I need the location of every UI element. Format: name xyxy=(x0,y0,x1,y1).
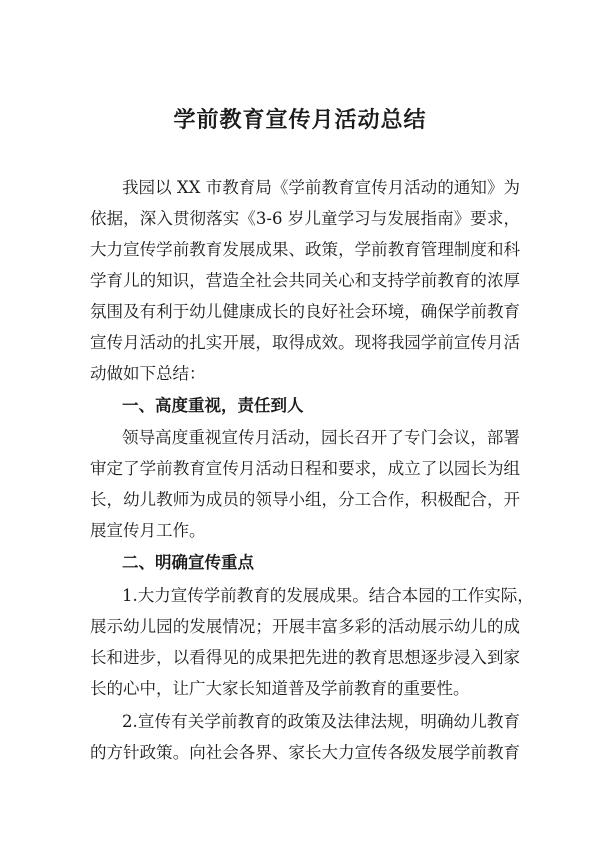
section2-item1-line-4: 长的心中，让广大家长知道普及学前教育的重要性。 xyxy=(90,679,470,698)
section2-item2-line-1: 2.宣传有关学前教育的政策及法律法规，明确幼儿教育 xyxy=(122,712,520,731)
intro-line-3: 大力宣传学前教育发展成果、政策，学前教育管理制度和科 xyxy=(90,240,520,259)
intro-line-5: 氛围及有利于幼儿健康成长的良好社会环境，确保学前教育 xyxy=(90,302,520,321)
section1-line-4: 展宣传月工作。 xyxy=(90,521,206,540)
section1-line-1: 领导高度重视宣传月活动，园长召开了专门会议，部署 xyxy=(122,428,520,447)
section1-line-2: 审定了学前教育宣传月活动日程和要求，成立了以园长为组 xyxy=(90,459,520,478)
section2-item1-line-2: 展示幼儿园的发展情况；开展丰富多彩的活动展示幼儿的成 xyxy=(90,617,520,636)
intro-line-4: 学育儿的知识，营造全社会共同关心和支持学前教育的浓厚 xyxy=(90,271,520,290)
intro-line-2: 依据，深入贯彻落实《3-6 岁儿童学习与发展指南》要求， xyxy=(90,209,520,228)
section-heading-2: 二、明确宣传重点 xyxy=(122,553,254,572)
document-title: 学前教育宣传月活动总结 xyxy=(173,108,427,133)
section1-line-3: 长，幼儿教师为成员的领导小组，分工合作，积极配合，开 xyxy=(90,490,520,509)
intro-line-6: 宣传月活动的扎实开展，取得成效。现将我园学前宣传月活 xyxy=(90,333,520,352)
section2-item2-line-2: 的方针政策。向社会各界、家长大力宣传各级发展学前教育 xyxy=(90,743,520,762)
section2-item1-line-1: 1.大力宣传学前教育的发展成果。结合本园的工作实际， xyxy=(122,586,534,605)
intro-line-7: 动做如下总结： xyxy=(90,364,206,383)
section-heading-1: 一、高度重视，责任到人 xyxy=(122,396,304,415)
section2-item1-line-3: 长和进步，以看得见的成果把先进的教育思想逐步浸入到家 xyxy=(90,648,520,667)
intro-line-1: 我园以 XX 市教育局《学前教育宣传月活动的通知》为 xyxy=(122,178,520,197)
